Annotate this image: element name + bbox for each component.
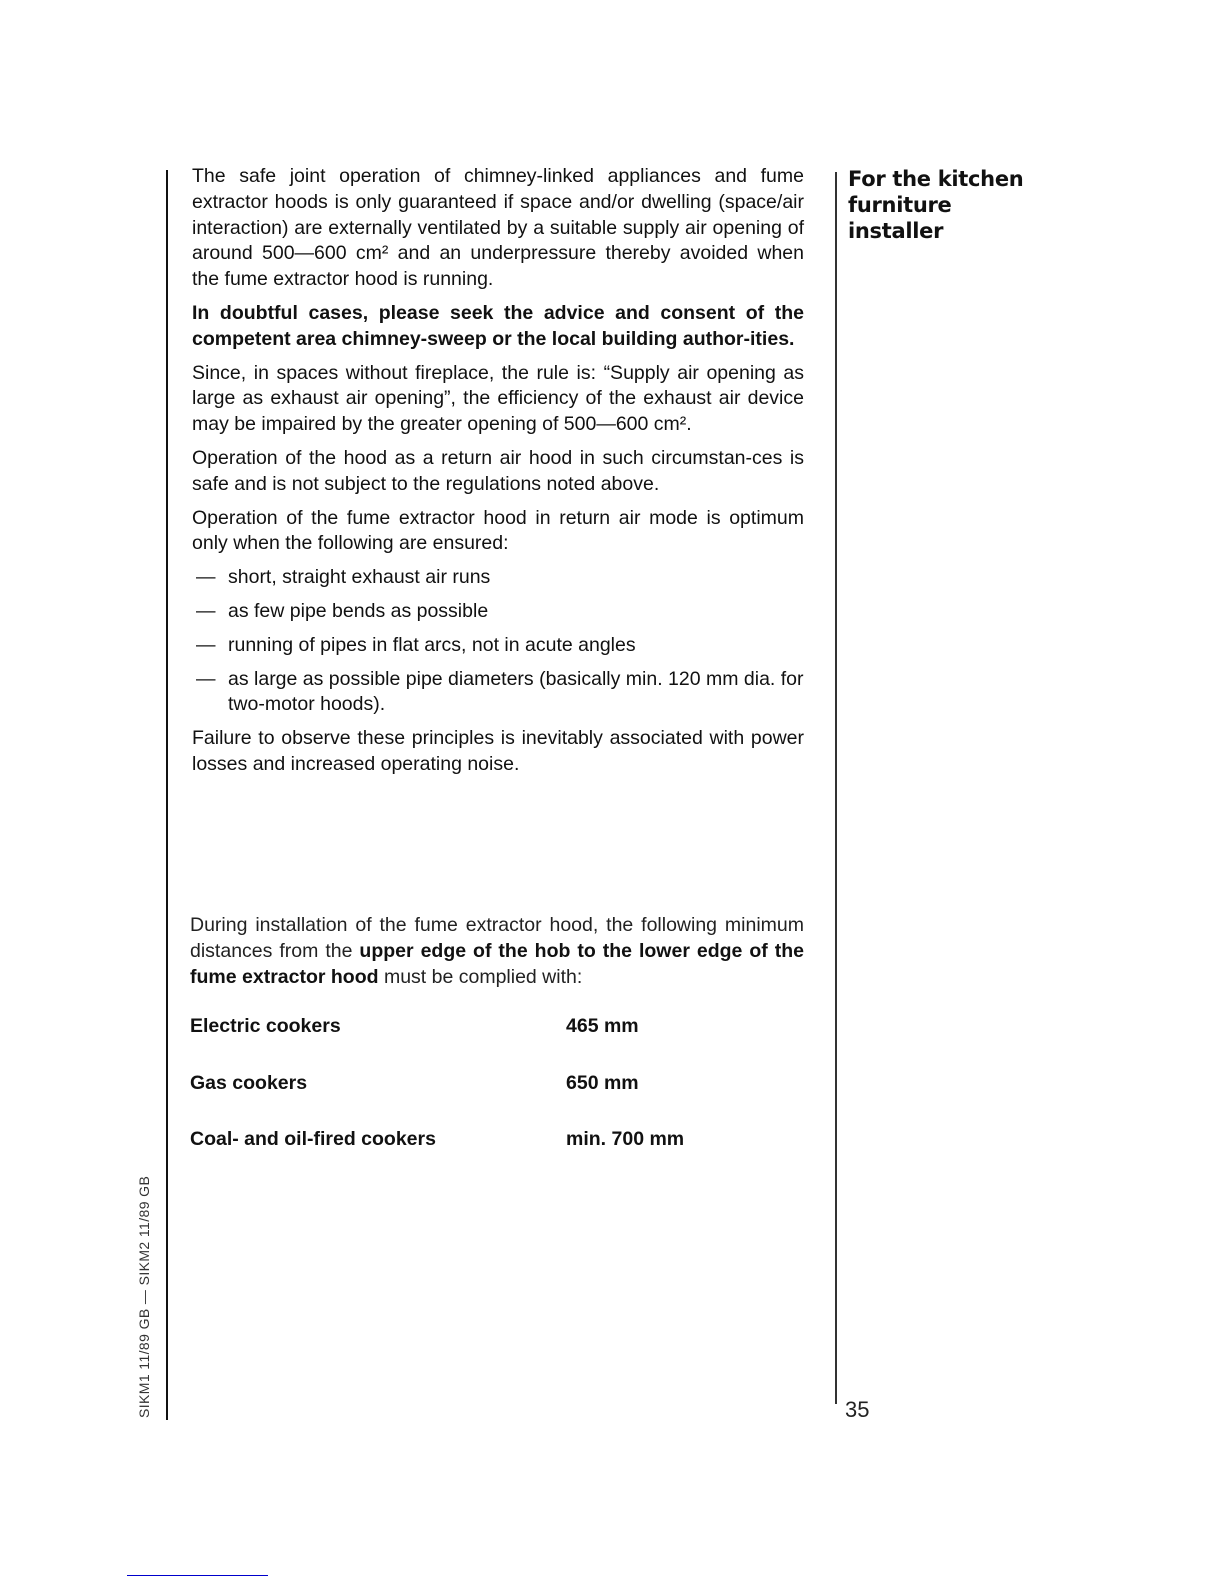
list-item: — as large as possible pipe diameters (basically min. 120 mm dia. for two-motor hoods). [196, 667, 804, 716]
page-number: 35 [845, 1397, 870, 1422]
dash-bullet: — [196, 633, 216, 656]
table-row [190, 1128, 730, 1185]
dash-bullet: — [196, 599, 216, 622]
paragraph-return-air-optimum: Operation of the fume extractor hood in return air mode is optimum only when the following are ensured: [192, 506, 804, 555]
distance-value: 650 mm [566, 1071, 639, 1094]
document-code: SIKM1 11/89 GB — SIKM2 11/89 GB [136, 1175, 152, 1418]
installation-intro: During installation of the fume extractor hood, the following minimum distances from the upper edge of the hob to the lower edge of the fume extractor hood must be complied with: [190, 914, 804, 988]
paragraph-return-air-safe: Operation of the hood as a return air hood in such circumstan-ces is safe and is not subject to the regulations noted above. [192, 446, 804, 495]
footnote-separator [127, 1575, 268, 1576]
list-item: — as few pipe bends as possible [192, 599, 804, 625]
right-column-rule [835, 172, 837, 1404]
main-text-column [192, 164, 804, 786]
list-item: — short, straight exhaust air runs [192, 565, 804, 591]
dash-bullet: — [196, 667, 216, 690]
requirements-list [192, 565, 804, 718]
dash-bullet: — [196, 566, 216, 589]
table-row [190, 1072, 730, 1129]
table-row [190, 1015, 730, 1072]
paragraph-supply-air-rule: Since, in spaces without fireplace, the rule is: “Supply air opening as large as exhaust air opening”, the efficiency of the exhaust air device may be impaired by the greater opening of 500—600 cm². [192, 361, 804, 436]
minimum-distance-table [190, 1015, 730, 1185]
paragraph-chimney-safety: The safe joint operation of chimney-linked appliances and fume extractor hoods is only guaranteed if space and/or dwelling (space/air interaction) are externally ventilated by a suitable supply air opening of around 500—600 cm² and an underpressure thereby avoided when the fume extractor hood is running. [192, 165, 804, 291]
cooker-type: Electric cookers [190, 1015, 341, 1037]
side-heading: For the kitchen furniture installer [848, 167, 1024, 243]
distance-value: min. 700 mm [566, 1128, 685, 1150]
emphasis-hob-to-hood: upper edge of the hob to the lower edge of the fume extractor hood [190, 940, 804, 988]
left-margin-rule [166, 170, 168, 1420]
cooker-type: Coal- and oil-fired cookers [190, 1128, 436, 1150]
list-item: — running of pipes in flat arcs, not in acute angles [192, 633, 804, 659]
paragraph-doubtful-cases: In doubtful cases, please seek the advice and consent of the competent area chimney-sweep or the local building author-ities. [192, 301, 804, 350]
distance-value: 465 mm [566, 1015, 639, 1037]
cooker-type: Gas cookers [190, 1071, 308, 1094]
paragraph-failure-warning: Failure to observe these principles is inevitably associated with power losses and increased operating noise. [192, 727, 804, 775]
